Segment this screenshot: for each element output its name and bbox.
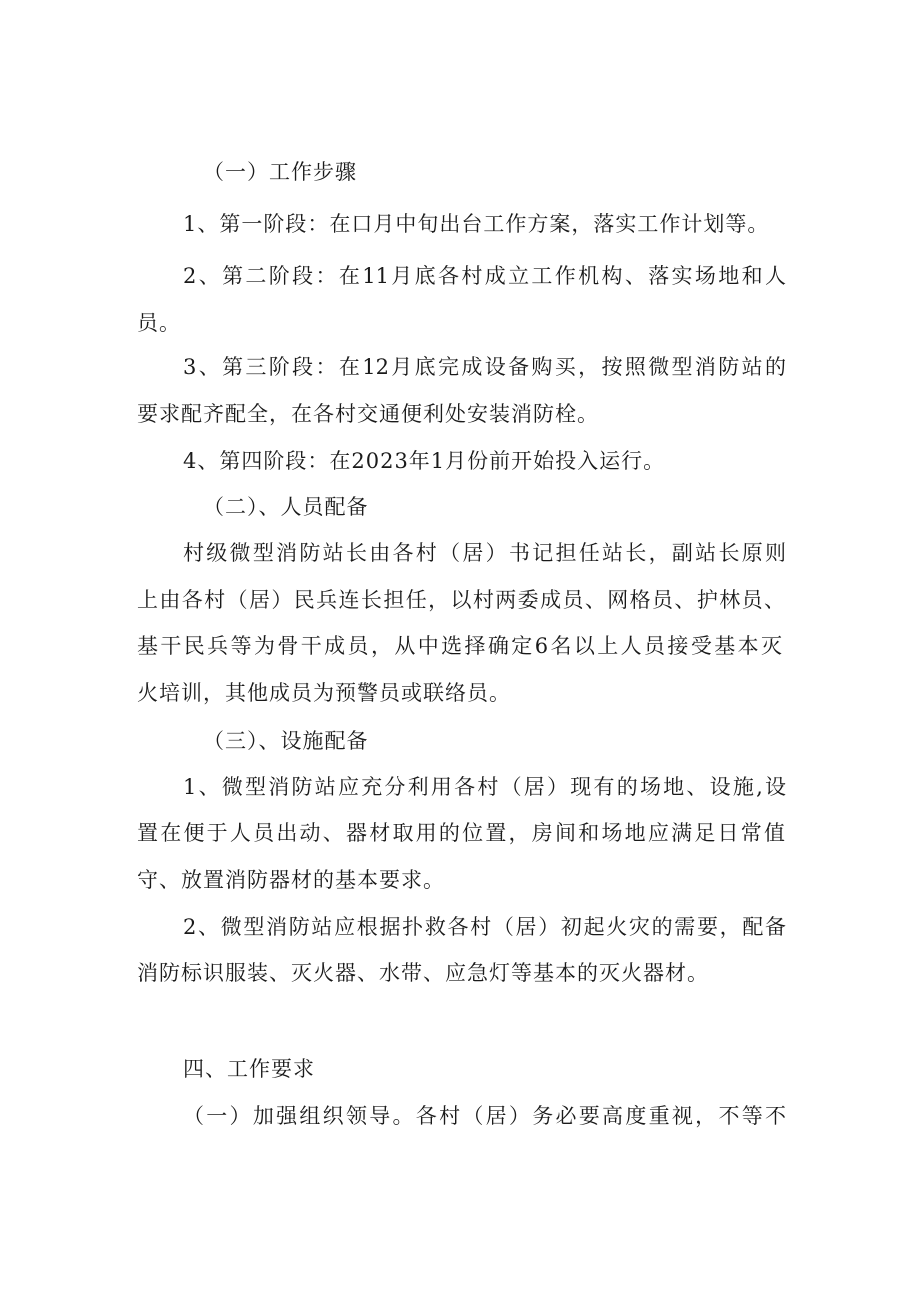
paragraph-stage-4: 4、第四阶段：在2023年1月份前开始投入运行。 <box>183 449 666 473</box>
heading-work-steps: （一）工作步骤 <box>203 160 357 184</box>
paragraph-stage-2-line-1: 2、第二阶段：在11月底各村成立工作机构、落实场地和人 <box>183 264 786 288</box>
paragraph-personnel-line-1: 村级微型消防站长由各村（居）书记担任站长，副站长原则 <box>183 541 786 565</box>
paragraph-personnel-line-4: 火培训，其他成员为预警员或联络员。 <box>137 681 511 705</box>
heading-facilities: （三）、设施配备 <box>203 729 369 753</box>
paragraph-facilities-2-line-2: 消防标识服装、灭火器、水带、应急灯等基本的灭火器材。 <box>137 961 709 985</box>
paragraph-personnel-line-2: 上由各村（居）民兵连长担任，以村两委成员、网格员、护林员、 <box>137 588 785 612</box>
paragraph-stage-1: 1、第一阶段：在口月中旬出台工作方案，落实工作计划等。 <box>183 212 770 236</box>
heading-personnel: （二）、人员配备 <box>203 495 369 519</box>
paragraph-facilities-1-line-1: 1、微型消防站应充分利用各村（居）现有的场地、设施,设 <box>183 775 786 799</box>
paragraph-facilities-2-line-1: 2、微型消防站应根据扑救各村（居）初起火灾的需要，配备 <box>183 915 786 939</box>
paragraph-personnel-line-3: 基干民兵等为骨干成员，从中选择确定6名以上人员接受基本灭 <box>137 634 782 658</box>
heading-work-requirements: 四、工作要求 <box>183 1057 315 1081</box>
paragraph-facilities-1-line-2: 置在便于人员出动、器材取用的位置，房间和场地应满足日常值 <box>137 821 785 845</box>
paragraph-stage-3-line-2: 要求配齐配全，在各村交通便利处安装消防栓。 <box>137 402 599 426</box>
paragraph-facilities-1-line-3: 守、放置消防器材的基本要求。 <box>137 868 445 892</box>
paragraph-stage-2-line-2: 员。 <box>137 311 181 335</box>
paragraph-stage-3-line-1: 3、第三阶段：在12月底完成设备购买，按照微型消防站的 <box>183 355 786 379</box>
paragraph-organization-leadership: （一）加强组织领导。各村（居）务必要高度重视，不等不 <box>183 1104 786 1128</box>
